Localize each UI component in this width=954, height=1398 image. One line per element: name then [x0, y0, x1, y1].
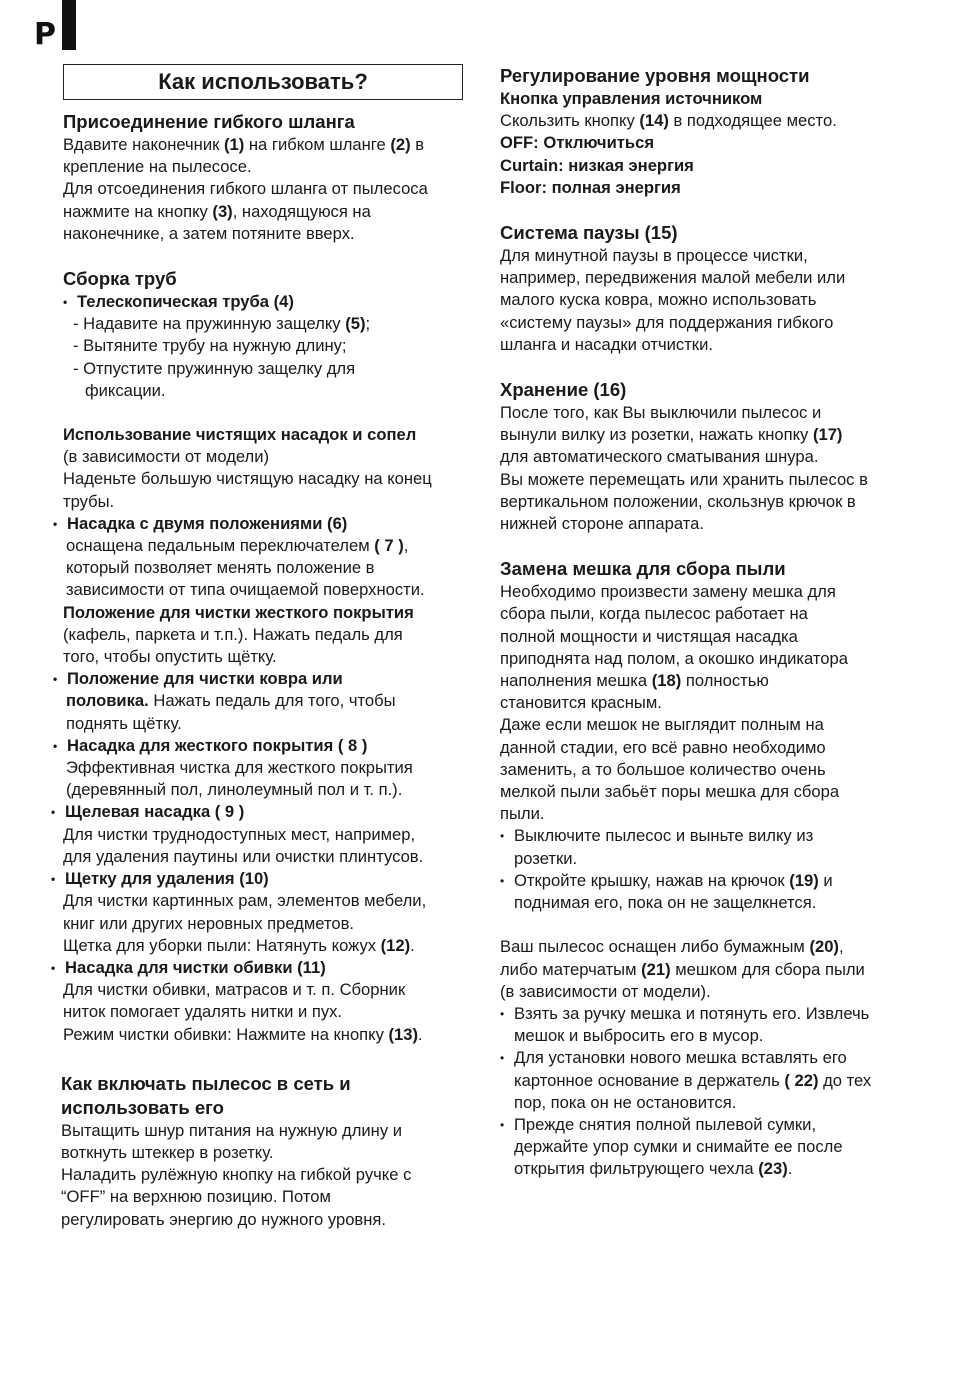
power-floor: Floor: полная энергия [500, 177, 681, 197]
hose-heading: Присоединение гибкого шланга [63, 111, 355, 132]
language-tab-bar [62, 0, 76, 50]
bag-bullet-2-cont: поднимая его, пока он не защелкнется. [514, 893, 817, 913]
carpet-line-2: половика. Нажать педаль для того, чтобы [66, 691, 396, 711]
plug-line-3: Наладить рулёжную кнопку на гибкой ручке с [61, 1165, 412, 1185]
page-title: Как использовать? [63, 64, 463, 100]
plug-line-5: регулировать энергию до нужного уровня. [61, 1209, 386, 1229]
twopos-line-1: оснащена педальным переключателем ( 7 ), [66, 536, 409, 556]
bagtype-line-1: Ваш пылесос оснащен либо бумажным (20), [500, 937, 844, 957]
power-subheading: Кнопка управления источником [500, 89, 763, 108]
bag-line-6: становится красным. [500, 693, 662, 713]
nozzles-line-2: Наденьте большую чистящую насадку на конец [63, 469, 432, 489]
bag-step-1-cont: мешок и выбросить его в мусор. [514, 1026, 764, 1046]
twopos-line-2: который позволяет менять положение в [66, 558, 375, 578]
bag-heading: Замена мешка для сбора пыли [500, 558, 786, 580]
hose-line-5: наконечнике, а затем потяните вверх. [63, 223, 355, 243]
upholstery-line-1: Для чистки обивки, матрасов и т. п. Сборник [63, 980, 406, 1000]
tubes-step-2: - Вытяните трубу на нужную длину; [73, 336, 347, 356]
brush-line-3: Щетка для уборки пыли: Натянуть кожух (12). [63, 935, 415, 955]
plug-line-2: воткнуть штеккер в розетку. [61, 1142, 274, 1162]
bag-line-8: данной стадии, его всё равно необходимо [500, 737, 826, 757]
bag-step-3-cont-2: открытия фильтрующего чехла (23). [514, 1159, 793, 1179]
hardpos-line-2: того, чтобы опустить щётку. [63, 647, 277, 667]
bag-step-2-cont-2: пор, пока он не остановится. [514, 1092, 737, 1112]
bag-line-1: Необходимо произвести замену мешка для [500, 582, 836, 602]
bag-bullet-1: • Выключите пылесос и выньте вилку из [500, 825, 910, 847]
bag-bullet-1-cont: розетки. [514, 848, 578, 868]
power-curtain: Curtain: низкая энергия [500, 155, 694, 175]
bag-line-5: наполнения мешка (18) полностью [500, 671, 769, 691]
bag-step-3-cont: держайте упор сумки и снимайте ее после [514, 1137, 843, 1157]
crevice-title: • Щелевая насадка ( 9 ) [51, 801, 463, 823]
bag-line-2: сбора пыли, когда пылесос работает на [500, 604, 808, 624]
storage-line-2: вынули вилку из розетки, нажать кнопку (17) [500, 425, 843, 445]
hardfloor-line-2: (деревянный пол, линолеумный пол и т. п.). [66, 780, 403, 800]
bag-step-2: • Для установки нового мешка вставлять его [500, 1047, 910, 1069]
hose-line-1: Вдавите наконечник (1) на гибком шланге (2) в [63, 135, 425, 154]
right-column [500, 64, 910, 1181]
carpet-line-3: поднять щётку. [66, 713, 182, 733]
storage-line-3: для автоматического сматывания шнура. [500, 447, 819, 467]
power-heading: Регулирование уровня мощности [500, 65, 810, 86]
bag-bullet-2: • Откройте крышку, нажав на крючок (19) и [500, 870, 910, 892]
plug-line-4: “OFF” на верхнюю позицию. Потом [61, 1187, 331, 1207]
pause-line-4: «систему паузы» для поддержания гибкого [500, 312, 834, 332]
brush-line-2: книг или других неровных предметов. [63, 913, 355, 933]
hose-line-4: нажмите на кнопку (3), находящуюся на [63, 201, 371, 221]
twopos-line-3: зависимости от типа очищаемой поверхности. [66, 580, 425, 600]
tubes-subheading: • Телескопическая труба (4) [63, 291, 463, 313]
tubes-heading: Сборка труб [63, 268, 177, 290]
nozzles-line-3: трубы. [63, 491, 115, 511]
left-column [63, 64, 463, 1231]
hardfloor-line-1: Эффективная чистка для жесткого покрытия [66, 758, 413, 778]
language-marker: P [34, 17, 56, 52]
hose-line-3: Для отсоединения гибкого шланга от пылесоса [63, 179, 428, 199]
pause-line-2: например, передвижения малой мебели или [500, 268, 846, 288]
bag-step-3: • Прежде снятия полной пылевой сумки, [500, 1114, 910, 1136]
storage-line-5: вертикальном положении, скользнув крючок в [500, 491, 856, 511]
tubes-step-3-cont: фиксации. [85, 380, 166, 400]
brush-line-1: Для чистки картинных рам, элементов мебели, [63, 891, 427, 911]
storage-line-4: Вы можете перемещать или хранить пылесос в [500, 469, 868, 489]
bagtype-line-2: либо матерчатым (21) мешком для сбора пыли [500, 959, 865, 979]
pause-heading: Система паузы (15) [500, 222, 678, 244]
plug-heading-1: Как включать пылесос в сеть и [61, 1072, 351, 1094]
hardpos-line-1: (кафель, паркета и т.п.). Нажать педаль для [63, 624, 403, 644]
bag-step-2-cont: картонное основание в держатель ( 22) до тех [514, 1070, 872, 1090]
power-line-1: Скользить кнопку (14) в подходящее место. [500, 111, 837, 131]
bag-line-4: приподнята над полом, а окошко индикатора [500, 648, 848, 668]
bagtype-line-3: (в зависимости от модели). [500, 981, 711, 1001]
plug-heading-2: использовать его [61, 1096, 224, 1118]
brush-title: • Щетку для удаления (10) [51, 868, 463, 890]
bag-line-7: Даже если мешок не выглядит полным на [500, 715, 824, 735]
pause-line-1: Для минутной паузы в процессе чистки, [500, 246, 808, 266]
storage-heading: Хранение (16) [500, 379, 627, 401]
pause-line-3: малого куска ковра, можно использовать [500, 290, 817, 310]
bag-line-11: пыли. [500, 804, 545, 824]
carpet-title: • Положение для чистки ковра или [53, 668, 463, 690]
hardfloor-title: • Насадка для жесткого покрытия ( 8 ) [53, 735, 463, 757]
power-off: OFF: Отключиться [500, 133, 655, 153]
upholstery-line-2: ниток помогает удалять нитки и пух. [63, 1002, 343, 1022]
bag-line-10: мелкой пыли забьёт поры мешка для сбора [500, 782, 840, 802]
bag-line-3: полной мощности и чистящая насадка [500, 626, 798, 646]
upholstery-title: • Насадка для чистки обивки (11) [51, 957, 463, 979]
nozzles-heading: Использование чистящих насадок и сопел [63, 425, 417, 445]
hose-line-2: крепление на пылесосе. [63, 157, 252, 177]
crevice-line-2: для удаления паутины или очистки плинтусов. [63, 846, 424, 866]
storage-line-6: нижней стороне аппарата. [500, 514, 704, 534]
tubes-step-3: - Отпустите пружинную защелку для [73, 358, 356, 378]
bag-step-1: • Взять за ручку мешка и потянуть его. Извлечь [500, 1003, 910, 1025]
storage-line-1: После того, как Вы выключили пылесос и [500, 403, 822, 423]
crevice-line-1: Для чистки труднодоступных мест, например, [63, 824, 416, 844]
upholstery-line-3: Режим чистки обивки: Нажмите на кнопку (13). [63, 1024, 423, 1044]
tubes-step-1: - Надавите на пружинную защелку (5); [73, 314, 371, 334]
bag-line-9: заменить, а то большое количество очень [500, 759, 826, 779]
twopos-title: • Насадка с двумя положениями (6) [53, 513, 463, 535]
pause-line-5: шланга и насадки отчистки. [500, 334, 713, 354]
hardpos-title: Положение для чистки жесткого покрытия [63, 602, 414, 622]
plug-line-1: Вытащить шнур питания на нужную длину и [61, 1120, 403, 1140]
nozzles-line-1: (в зависимости от модели) [63, 447, 270, 467]
